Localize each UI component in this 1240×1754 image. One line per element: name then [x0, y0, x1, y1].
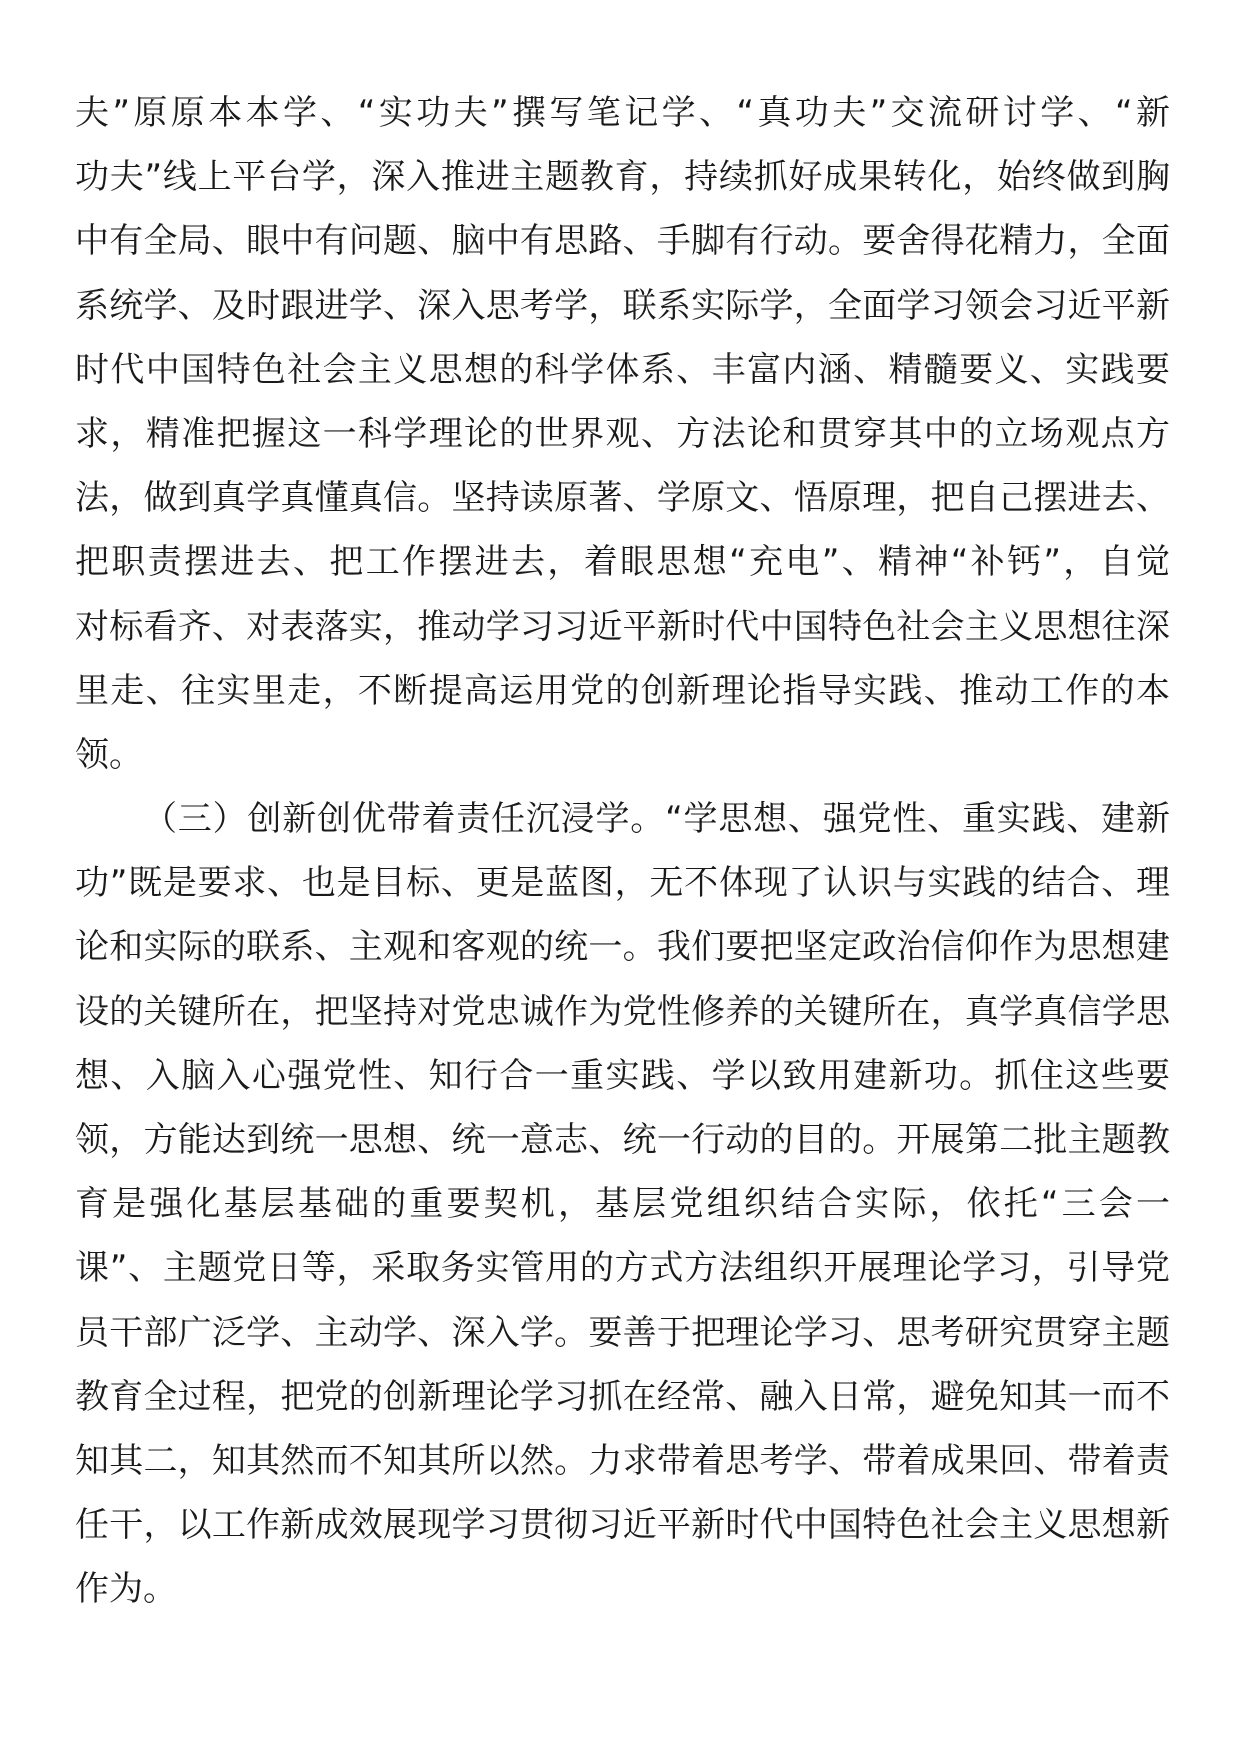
paragraph-line: 里走、往实里走，不断提高运用党的创新理论指导实践、推动工作的本 [75, 670, 1170, 711]
paragraph-1 [75, 81, 1170, 787]
paragraph-line: 领，方能达到统一思想、统一意志、统一行动的目的。开展第二批主题教 [75, 1120, 1170, 1160]
document-body [75, 81, 1170, 1622]
paragraph-line: 论和实际的联系、主观和客观的统一。我们要把坚定政治信仰作为思想建 [75, 927, 1170, 968]
paragraph-line: 设的关键所在，把坚持对党忠诚作为党性修养的关键所在，真学真信学思 [75, 991, 1170, 1032]
paragraph-line: 求，精准把握这一科学理论的世界观、方法论和贯穿其中的立场观点方 [75, 413, 1170, 454]
paragraph-line: 功”既是要求、也是目标、更是蓝图，无不体现了认识与实践的结合、理 [75, 863, 1170, 904]
paragraph-line: 想、入脑入心强党性、知行合一重实践、学以致用建新功。抓住这些要 [75, 1055, 1170, 1096]
paragraph-line: 育是强化基层基础的重要契机，基层党组织结合实际，依托“三会一 [75, 1184, 1170, 1225]
paragraph-line: 时代中国特色社会主义思想的科学体系、丰富内涵、精髓要义、实践要 [75, 349, 1170, 390]
paragraph-line: 夫”原原本本学、“实功夫”撰写笔记学、“真功夫”交流研讨学、“新 [75, 93, 1170, 133]
paragraph-line: 作为。 [75, 1569, 177, 1610]
paragraph-line: 任干，以工作新成效展现学习贯彻习近平新时代中国特色社会主义思想新 [75, 1505, 1170, 1546]
paragraph-line: 中有全局、眼中有问题、脑中有思路、手脚有行动。要舍得花精力，全面 [75, 221, 1170, 262]
paragraph-line: 课”、主题党日等，采取务实管用的方式方法组织开展理论学习，引导党 [75, 1248, 1170, 1289]
paragraph-line: 对标看齐、对表落实，推动学习习近平新时代中国特色社会主义思想往深 [75, 606, 1170, 647]
paragraph-line: 教育全过程，把党的创新理论学习抓在经常、融入日常，避免知其一而不 [75, 1376, 1170, 1417]
paragraph-line: 功夫”线上平台学，深入推进主题教育，持续抓好成果转化，始终做到胸 [75, 157, 1170, 198]
section-heading-line: （三）创新创优带着责任沉浸学。“学思想、强党性、重实践、建新 [143, 799, 1170, 840]
paragraph-line: 员干部广泛学、主动学、深入学。要善于把理论学习、思考研究贯穿主题 [75, 1312, 1170, 1353]
paragraph-2 [75, 787, 1170, 1621]
paragraph-line: 法，做到真学真懂真信。坚持读原著、学原文、悟原理，把自己摆进去、 [75, 478, 1170, 519]
paragraph-line: 系统学、及时跟进学、深入思考学，联系实际学，全面学习领会习近平新 [75, 285, 1170, 326]
paragraph-line: 知其二，知其然而不知其所以然。力求带着思考学、带着成果回、带着责 [75, 1440, 1170, 1481]
paragraph-line: 把职责摆进去、把工作摆进去，着眼思想“充电”、精神“补钙”，自觉 [75, 542, 1170, 583]
paragraph-line: 领。 [75, 734, 143, 775]
